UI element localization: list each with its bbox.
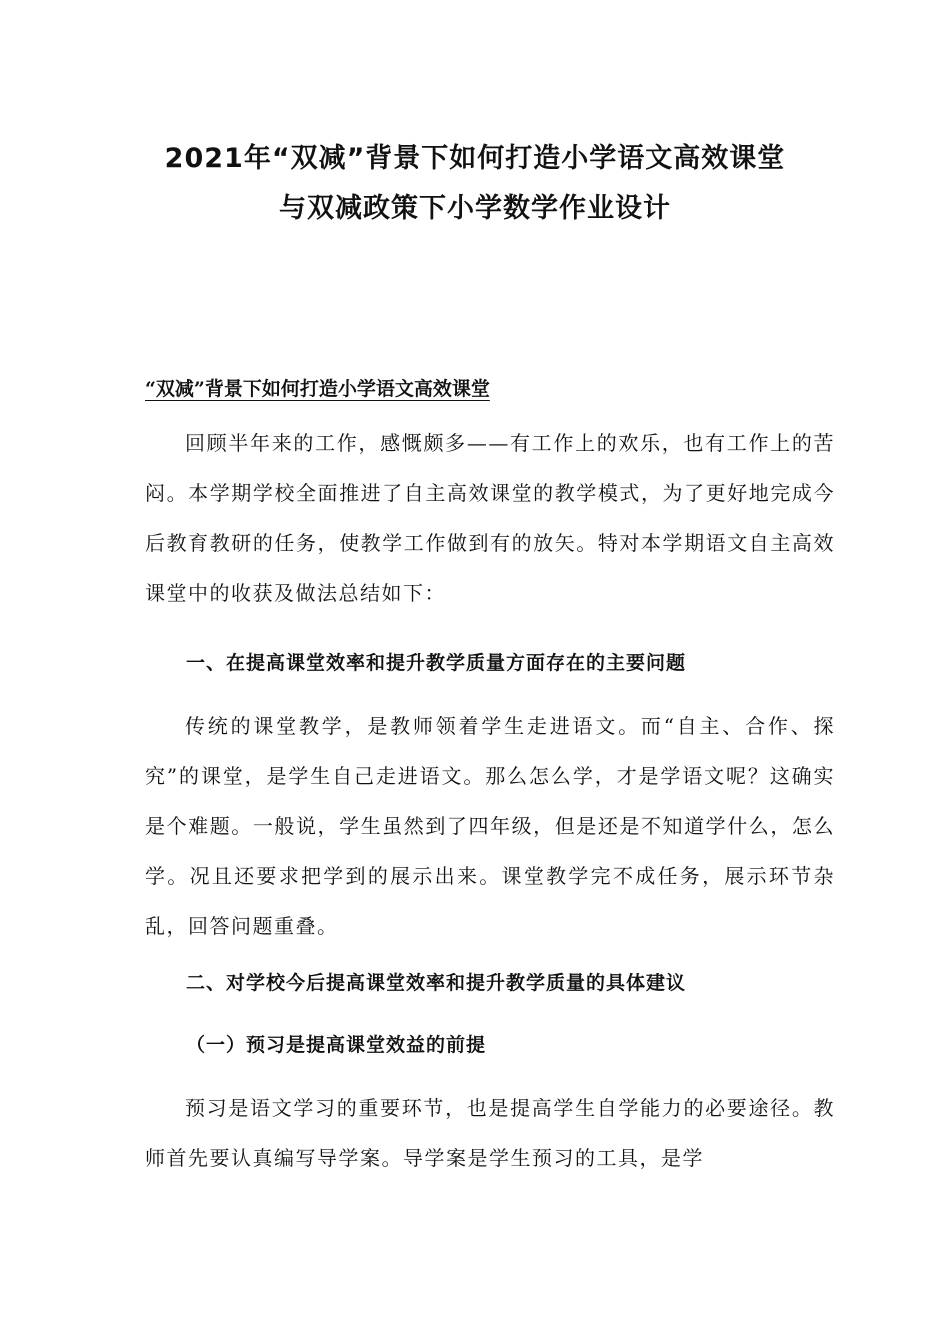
section-subtitle: “双减”背景下如何打造小学语文高效课堂	[145, 378, 490, 400]
paragraph-problems: 传统的课堂教学，是教师领着学生走进语文。而“自主、合作、探究”的课堂，是学生自己走进语文。那么怎么学，才是学语文呢？这确实是个难题。一般说，学生虽然到了四年级，但是还是不知道学什么，怎么学。况且还要求把学到的展示出来。课堂教学完不成任务，展示环节杂乱，回答问题重叠。	[145, 714, 835, 938]
heading-suggestions: 二、对学校今后提高课堂效率和提升教学质量的具体建议	[186, 972, 687, 994]
paragraph-intro: 回顾半年来的工作，感慨颇多——有工作上的欢乐，也有工作上的苦闷。本学期学校全面推进了自主高效课堂的教学模式，为了更好地完成今后教育教研的任务，使教学工作做到有的放矢。特对本学期语文自主高效课堂中的收获及做法总结如下：	[145, 431, 835, 605]
heading-preview: （一）预习是提高课堂效益的前提	[186, 1034, 487, 1056]
heading-problems: 一、在提高课堂效率和提升教学质量方面存在的主要问题	[186, 652, 687, 674]
document-title-line2: 与双减政策下小学数学作业设计	[279, 193, 671, 224]
paragraph-preview: 预习是语文学习的重要环节，也是提高学生自学能力的必要途径。教师首先要认真编写导学案。导学案是学生预习的工具，是学	[145, 1096, 835, 1170]
document-title-line1: 2021年“双减”背景下如何打造小学语文高效课堂	[164, 143, 786, 174]
